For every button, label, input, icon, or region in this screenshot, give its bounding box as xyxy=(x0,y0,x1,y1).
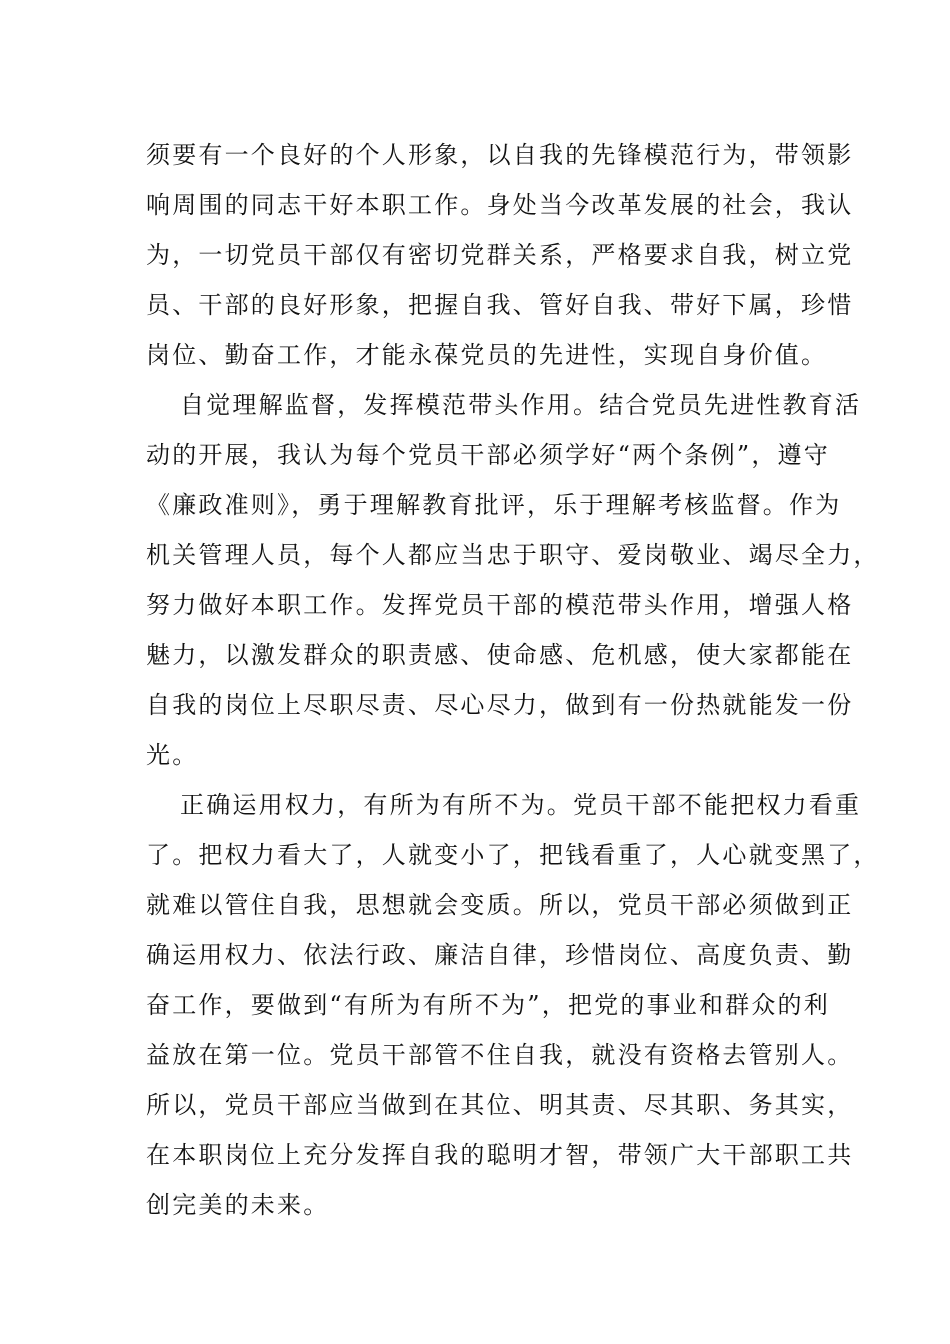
text-line: 创完美的未来。 xyxy=(146,1191,330,1219)
text-line: 努力做好本职工作。发挥党员干部的模范带头作用，增强人格 xyxy=(146,591,854,619)
text-line: 在本职岗位上充分发挥自我的聪明才智，带领广大干部职工共 xyxy=(146,1141,854,1169)
text-line: 《廉政准则》，勇于理解教育批评，乐于理解考核监督。作为 xyxy=(146,491,842,519)
body-text xyxy=(146,130,880,1230)
text-line: 了。把权力看大了，人就变小了，把钱看重了，人心就变黑了， xyxy=(146,841,880,869)
text-line: 正确运用权力，有所为有所不为。党员干部不能把权力看重 xyxy=(180,791,862,819)
text-line: 员、干部的良好形象，把握自我、管好自我、带好下属，珍惜 xyxy=(146,291,854,319)
text-line: 自我的岗位上尽职尽责、尽心尽力，做到有一份热就能发一份 xyxy=(146,691,854,719)
text-line: 所以，党员干部应当做到在其位、明其责、尽其职、务其实， xyxy=(146,1091,854,1119)
text-line: 动的开展，我认为每个党员干部必须学好“两个条例”，遵守 xyxy=(146,441,830,469)
text-line: 为，一切党员干部仅有密切党群关系，严格要求自我，树立党 xyxy=(146,241,854,269)
text-line: 岗位、勤奋工作，才能永葆党员的先进性，实现自身价值。 xyxy=(146,341,828,369)
text-line: 益放在第一位。党员干部管不住自我，就没有资格去管别人。 xyxy=(146,1041,854,1069)
text-line: 须要有一个良好的个人形象，以自我的先锋模范行为，带领影 xyxy=(146,141,854,169)
text-line: 响周围的同志干好本职工作。身处当今改革发展的社会，我认 xyxy=(146,191,854,219)
text-line: 机关管理人员，每个人都应当忠于职守、爱岗敬业、竭尽全力， xyxy=(146,541,880,569)
text-line: 奋工作，要做到“有所为有所不为”，把党的事业和群众的利 xyxy=(146,991,830,1019)
text-line: 自觉理解监督，发挥模范带头作用。结合党员先进性教育活 xyxy=(180,391,862,419)
text-line: 魅力，以激发群众的职责感、使命感、危机感，使大家都能在 xyxy=(146,641,854,669)
text-line: 确运用权力、依法行政、廉洁自律，珍惜岗位、高度负责、勤 xyxy=(146,941,854,969)
text-line: 就难以管住自我，思想就会变质。所以，党员干部必须做到正 xyxy=(146,891,854,919)
text-line: 光。 xyxy=(146,741,199,769)
